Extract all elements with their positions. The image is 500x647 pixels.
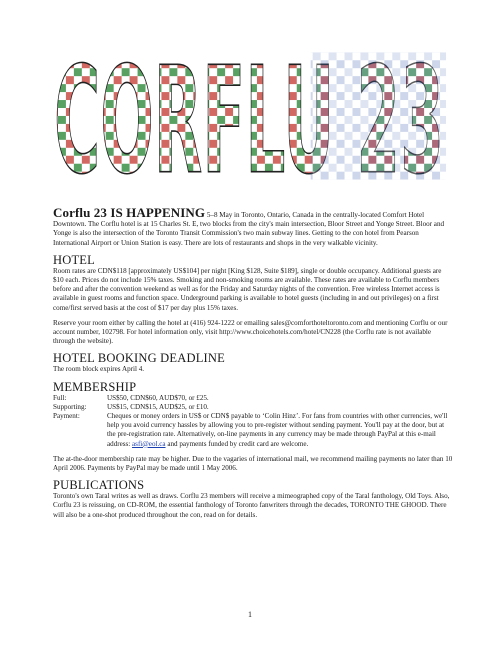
booking-deadline-heading: HOTEL BOOKING DEADLINE — [53, 351, 225, 366]
hotel-reservation-paragraph: Reserve your room either by calling the hotel at (416) 924-1222 or emailing sales@comforthoteltoronto.com and mentioning Corflu or our account number, 102798. For hotel information only, visit http://www.choicehotels.com/hotel/CN228 (the Corflu rate is not available through the website). — [53, 318, 448, 346]
payment-tail: and payments funded by credit card are welcome. — [167, 439, 309, 448]
publications-heading: PUBLICATIONS — [53, 478, 145, 493]
paypal-email-link[interactable]: asfi@eol.ca — [132, 439, 166, 448]
publications-paragraph: Toronto's own Taral writes as well as draws. Corflu 23 members will receive a mimeographed copy of the Taral fanthology, Old Toys. Also, Corflu 23 is reissuing, on CD-ROM, the essential fanthology of Toronto fanwriters through the decades, TORONTO THE GHOOD. There will also be a one-shot produced throughout the con, read on for details. — [53, 492, 450, 519]
membership-value: US$50, CDN$60, AUD$70, or £25. — [107, 393, 209, 402]
intro-heading: Corflu 23 IS HAPPENING — [53, 205, 206, 220]
membership-label: Full: — [53, 393, 67, 402]
intro-paragraph — [53, 205, 453, 248]
membership-row-payment — [53, 412, 453, 449]
membership-heading: MEMBERSHIP — [53, 379, 137, 394]
membership-rates-table — [53, 394, 453, 449]
membership-value: US$15, CDN$15, AUD$25, or £10. — [107, 402, 209, 411]
membership-row-full — [53, 394, 453, 403]
page-number: 1 — [248, 610, 252, 619]
logo-letters: CORFLU 23 — [53, 34, 445, 204]
payment-label: Payment: — [53, 412, 80, 421]
corflu-23-logo — [50, 12, 448, 204]
membership-label: Supporting: — [53, 402, 87, 411]
payment-text — [107, 412, 453, 449]
hotel-heading: HOTEL — [53, 252, 95, 267]
hotel-rates-paragraph: Room rates are CDN$118 [approximately US$104] per night [King $128, Suite $189], single or double occupancy. Additional guests are $10 each. Prices do not include 15% taxes. Smoking and non-smoking rooms are available. These rates are available to Corflu members before and after the convention weekend as well as for the Friday and Saturday nights of the convention. Free wireless Internet access is available in guest rooms and function space. Underground parking is available to hotel guests (including in and out privileges) on a first come/first served basis at the cost of $17 per day plus 15% taxes. — [53, 266, 442, 312]
document-body — [53, 205, 453, 526]
booking-deadline-text: The room block expires April 4. — [53, 365, 145, 374]
membership-row-supporting — [53, 403, 453, 412]
intro-body: 5–8 May in Toronto, Ontario, Canada in the centrally-located Comfort Hotel Downtown. The Corflu hotel is at 15 Charles St. E, two blocks from the city's main intersection, Bloor Street and Yonge Street. Bloor and Yonge is also the intersection of the Toronto Transit Commission's two main subway lines. Getting to the con hotel from Pearson International Airport or Union Station is easy. There are lots of restaurants and shops in the very walkable vicinity. — [53, 211, 445, 247]
at-door-paragraph: The at-the-door membership rate may be higher. Due to the vagaries of international mail, we recommend mailing payments no later than 10 April 2006. Payments by PayPal may be made until 1 May 2006. — [53, 454, 453, 473]
payment-description: Cheques or money orders in US$ or CDN$ payable to ‘Colin Hinz’. For fans from countries with other currencies, we'll help you avoid currency hassles by allowing you to pre-register without sending payment. You'll pay at the door, but at the pre-registration rate. Alternatively, on-line payments in any currency may be made through PayPal at this e-mail address: — [107, 412, 448, 448]
logo-blue-overlay — [311, 52, 446, 179]
